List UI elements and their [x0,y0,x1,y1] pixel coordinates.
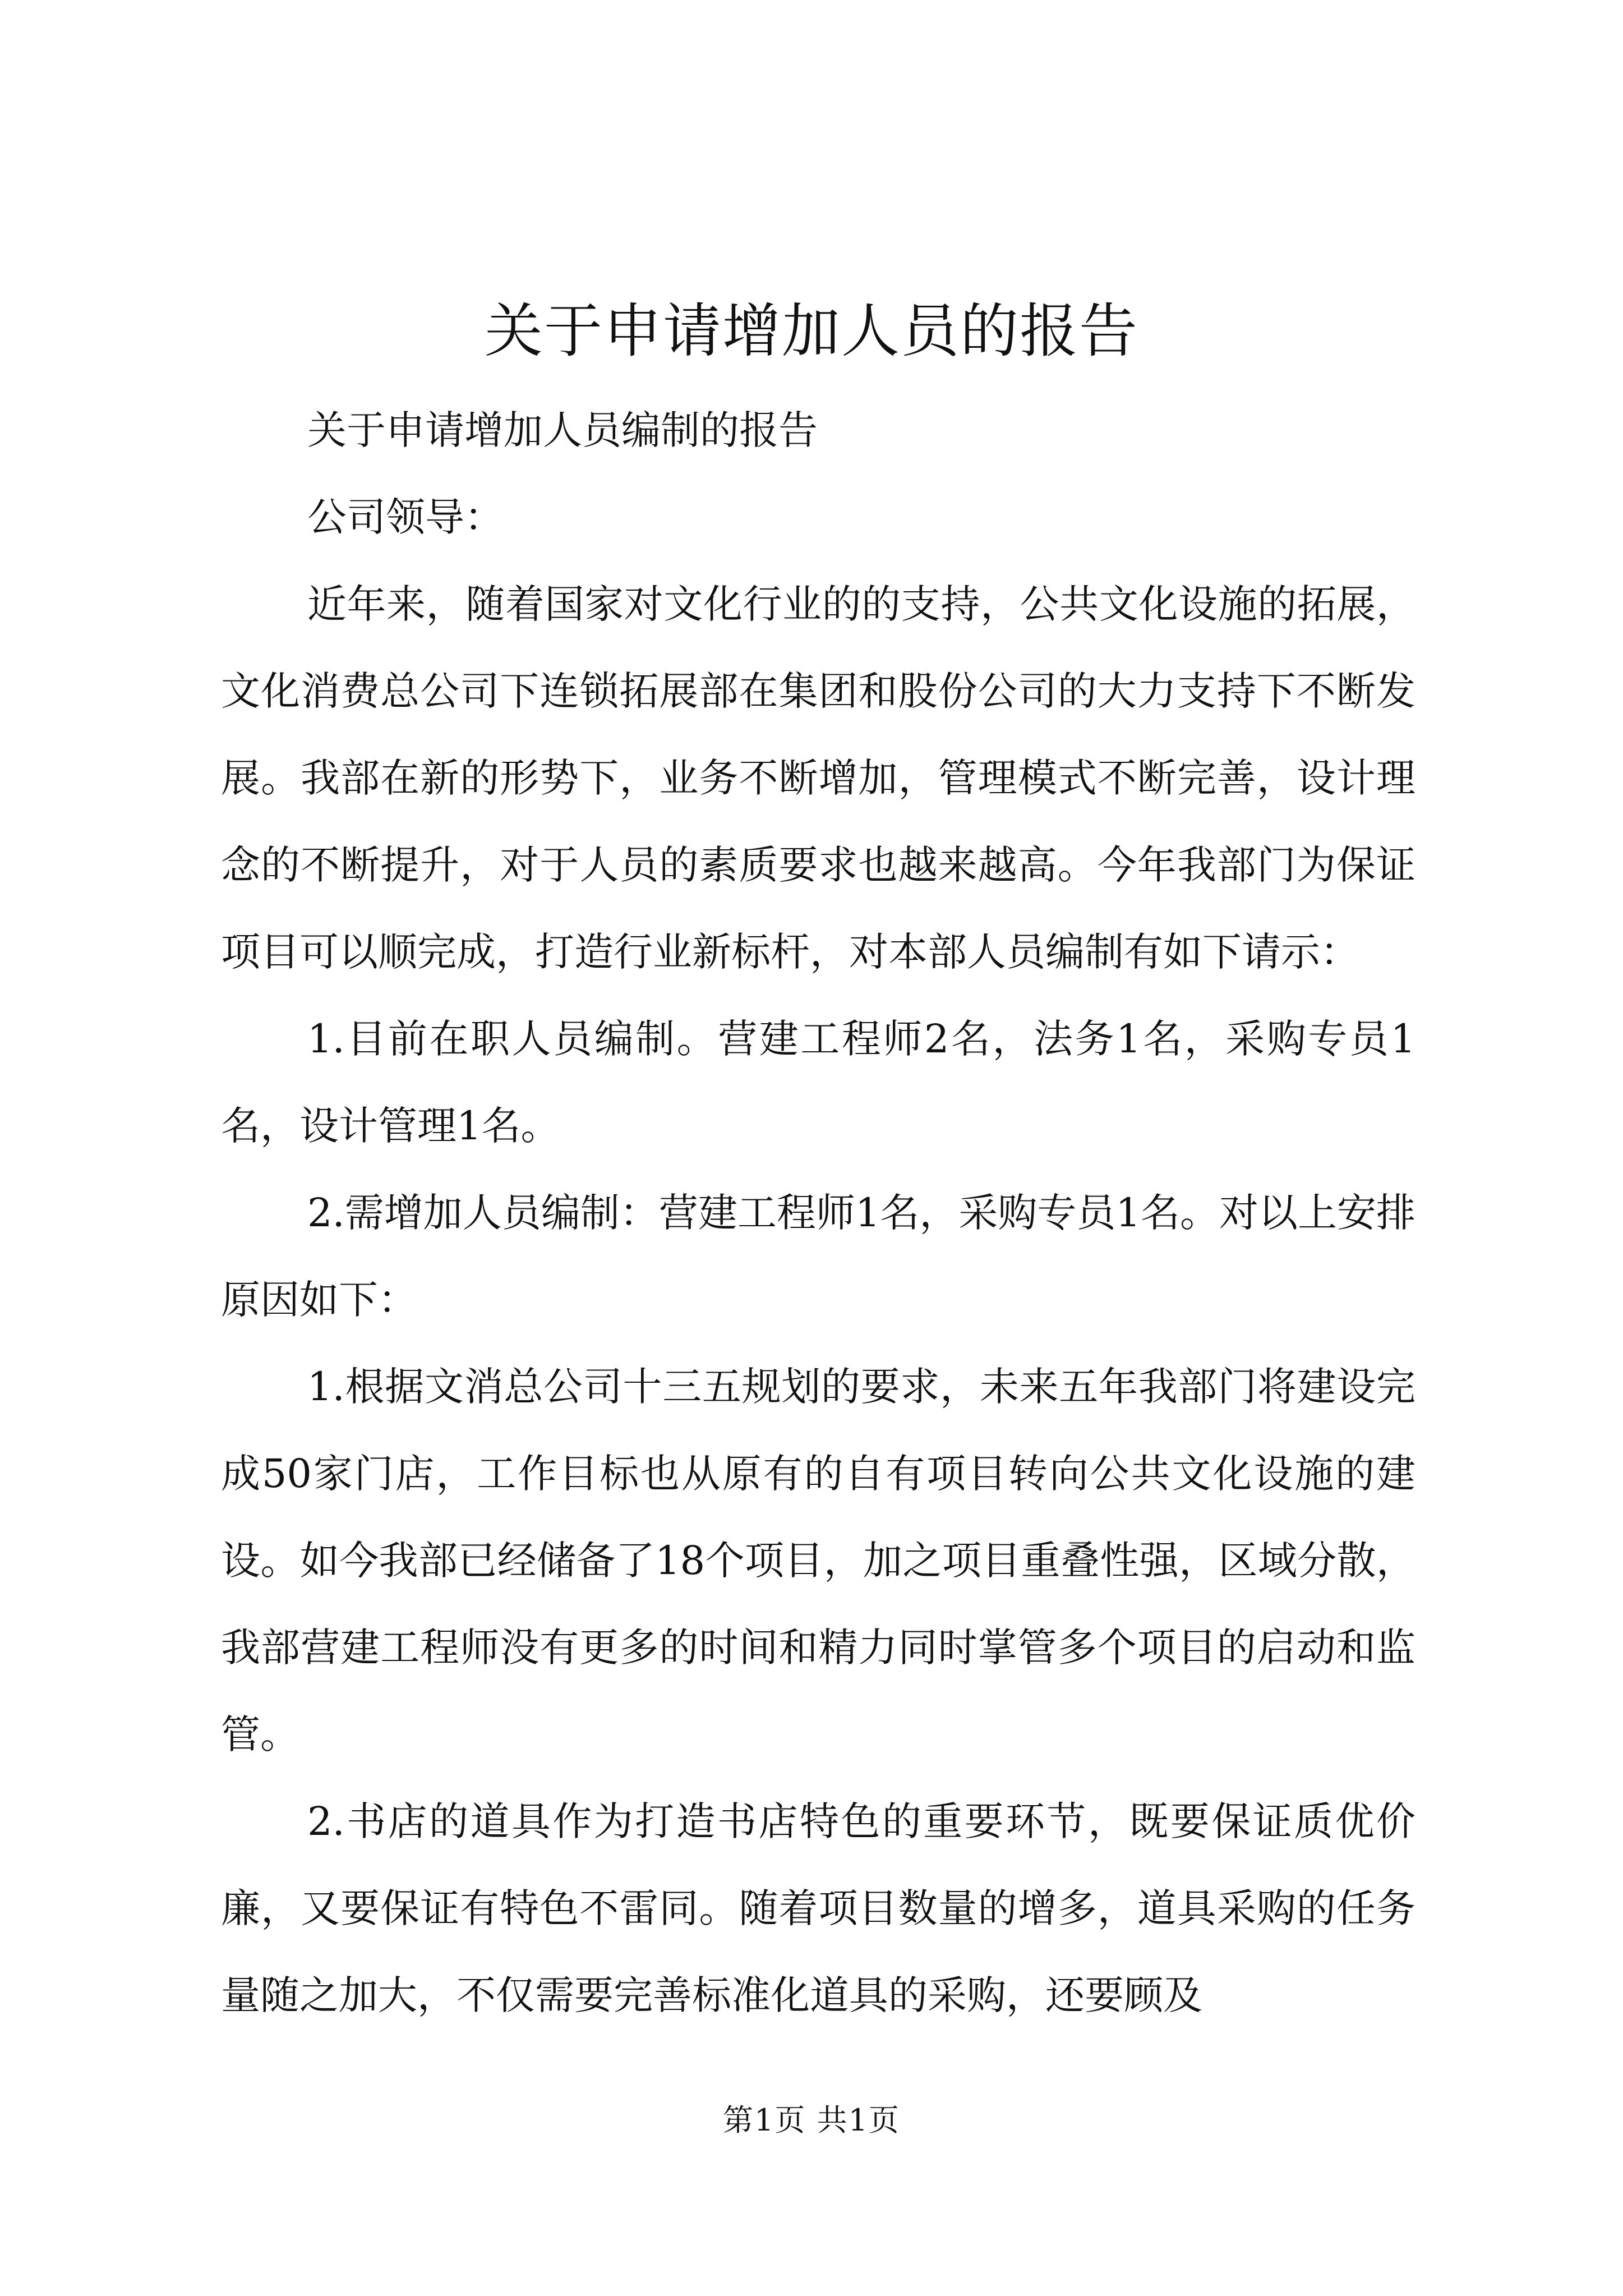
document-body [221,387,1415,2039]
body-paragraph: 2.书店的道具作为打造书店特色的重要环节，既要保证质优价廉，又要保证有特色不雷同。随着项目数量的增多，道具采购的任务量随之加大，不仅需要完善标准化道具的采购，还要顾及 [221,1798,1415,2018]
body-paragraph: 近年来，随着国家对文化行业的的支持，公共文化设施的拓展，文化消费总公司下连锁拓展部在集团和股份公司的大力支持下不断发展。我部在新的形势下，业务不断增加，管理模式不断完善，设计理念的不断提升，对于人员的素质要求也越来越高。今年我部门为保证项目可以顺完成，打造行业新标杆，对本部人员编制有如下请示： [221,581,1415,975]
body-paragraph: 2.需增加人员编制：营建工程师1名，采购专员1名。对以上安排原因如下： [221,1190,1415,1323]
body-paragraph: 1.根据文消总公司十三五规划的要求，未来五年我部门将建设完成50家门店，工作目标也从原有的自有项目转向公共文化设施的建设。如今我部已经储备了18个项目，加之项目重叠性强，区域分散，我部营建工程师没有更多的时间和精力同时掌管多个项目的启动和监管。 [221,1364,1415,1757]
page-footer: 第1页 共1页 [723,2102,900,2138]
body-paragraph: 1.目前在职人员编制。营建工程师2名，法务1名，采购专员1名，设计管理1名。 [221,1016,1415,1149]
salutation-paragraph: 公司领导： [307,494,504,540]
document-title: 关于申请增加人员的报告 [484,297,1138,365]
subtitle-paragraph: 关于申请增加人员编制的报告 [307,407,818,453]
